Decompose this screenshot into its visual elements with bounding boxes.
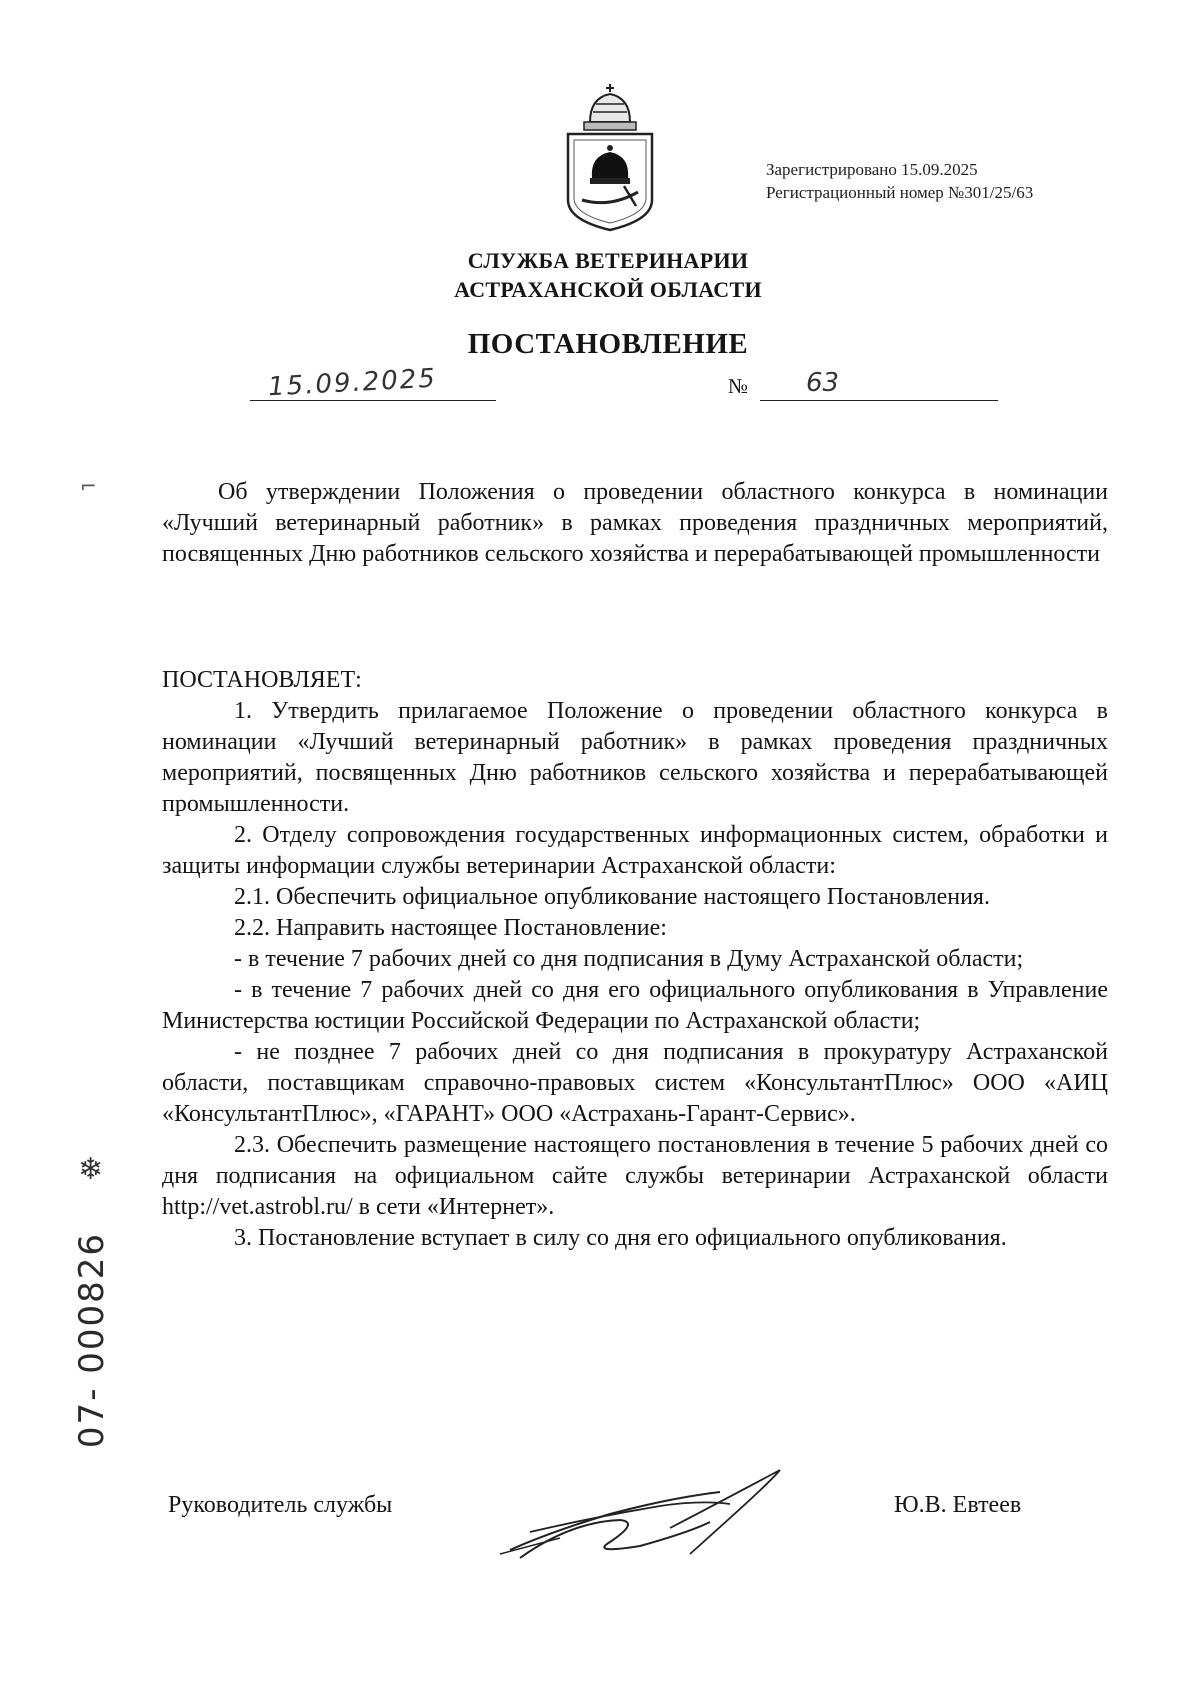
snowflake-mark-icon: ❄ [78, 1152, 104, 1187]
handwritten-signature [490, 1462, 820, 1572]
organization-line-2: АСТРАХАНСКОЙ ОБЛАСТИ [454, 277, 762, 302]
registration-number: Регистрационный номер №301/25/63 [766, 183, 1034, 202]
paragraph-2-2-b: - в течение 7 рабочих дней со дня его официального опубликования в Управление Министерства юстиции Российской Федерации по Астраханской области; [162, 977, 1108, 1034]
document-type-title: ПОСТАНОВЛЕНИЕ [467, 328, 749, 360]
handwritten-number: 63 [806, 368, 840, 398]
document-subject: Об утверждении Положения о проведении областного конкурса в номинации «Лучший ветеринарный работник» в рамках проведения праздничных мероприятий, посвященных Дню работников сельского хозяйства и перерабатывающей промышленности [162, 479, 1108, 567]
paragraph-2-2-a: - в течение 7 рабочих дней со дня подписания в Думу Астраханской области; [234, 946, 1024, 972]
signer-position: Руководитель службы [168, 1492, 393, 1518]
registration-date: Зарегистрировано 15.09.2025 [766, 160, 978, 179]
decree-word: ПОСТАНОВЛЯЕТ: [162, 667, 362, 693]
registration-stamp [766, 158, 1033, 204]
number-underline [760, 398, 998, 401]
paragraph-2-1: 2.1. Обеспечить официальное опубликование настоящего Постановления. [234, 884, 990, 910]
handwritten-date: 15.09.2025 [267, 363, 438, 403]
number-sign: № [728, 374, 749, 398]
organization-name [0, 246, 1200, 304]
corner-bracket-left-icon: ⌐ [80, 474, 97, 498]
paragraph-2-3: 2.3. Обеспечить размещение настоящего постановления в течение 5 рабочих дней со дня подписания на официальном сайте службы ветеринарии Астраханской области http://vet.astrobl.ru/ в сети «Интернет». [162, 1132, 1108, 1220]
date-underline [250, 398, 496, 401]
margin-stamp-number: 07- 000826 [72, 1231, 112, 1449]
paragraph-2-2-c: - не позднее 7 рабочих дней со дня подписания в прокуратуру Астраханской области, поставщикам справочно-правовых систем «КонсультантПлюс» ООО «АИЦ «КонсультантПлюс», «ГАРАНТ» ООО «Астрахань-Гарант-Сервис». [162, 1039, 1108, 1127]
paragraph-1: 1. Утвердить прилагаемое Положение о проведении областного конкурса в номинации «Лучший ветеринарный работник» в рамках проведения праздничных мероприятий, посвященных Дню работников сельского хозяйства и перерабатывающей промышленности. [162, 698, 1108, 817]
coat-of-arms-icon [560, 82, 660, 232]
organization-line-1: СЛУЖБА ВЕТЕРИНАРИИ [467, 248, 749, 273]
signer-name: Ю.В. Евтеев [894, 1492, 1022, 1518]
document-body [162, 665, 1108, 1254]
paragraph-3: 3. Постановление вступает в силу со дня его официального опубликования. [234, 1225, 1007, 1251]
paragraph-2: 2. Отделу сопровождения государственных информационных систем, обработки и защиты информации службы ветеринарии Астраханской области: [162, 822, 1108, 879]
paragraph-2-2: 2.2. Направить настоящее Постановление: [234, 915, 667, 941]
